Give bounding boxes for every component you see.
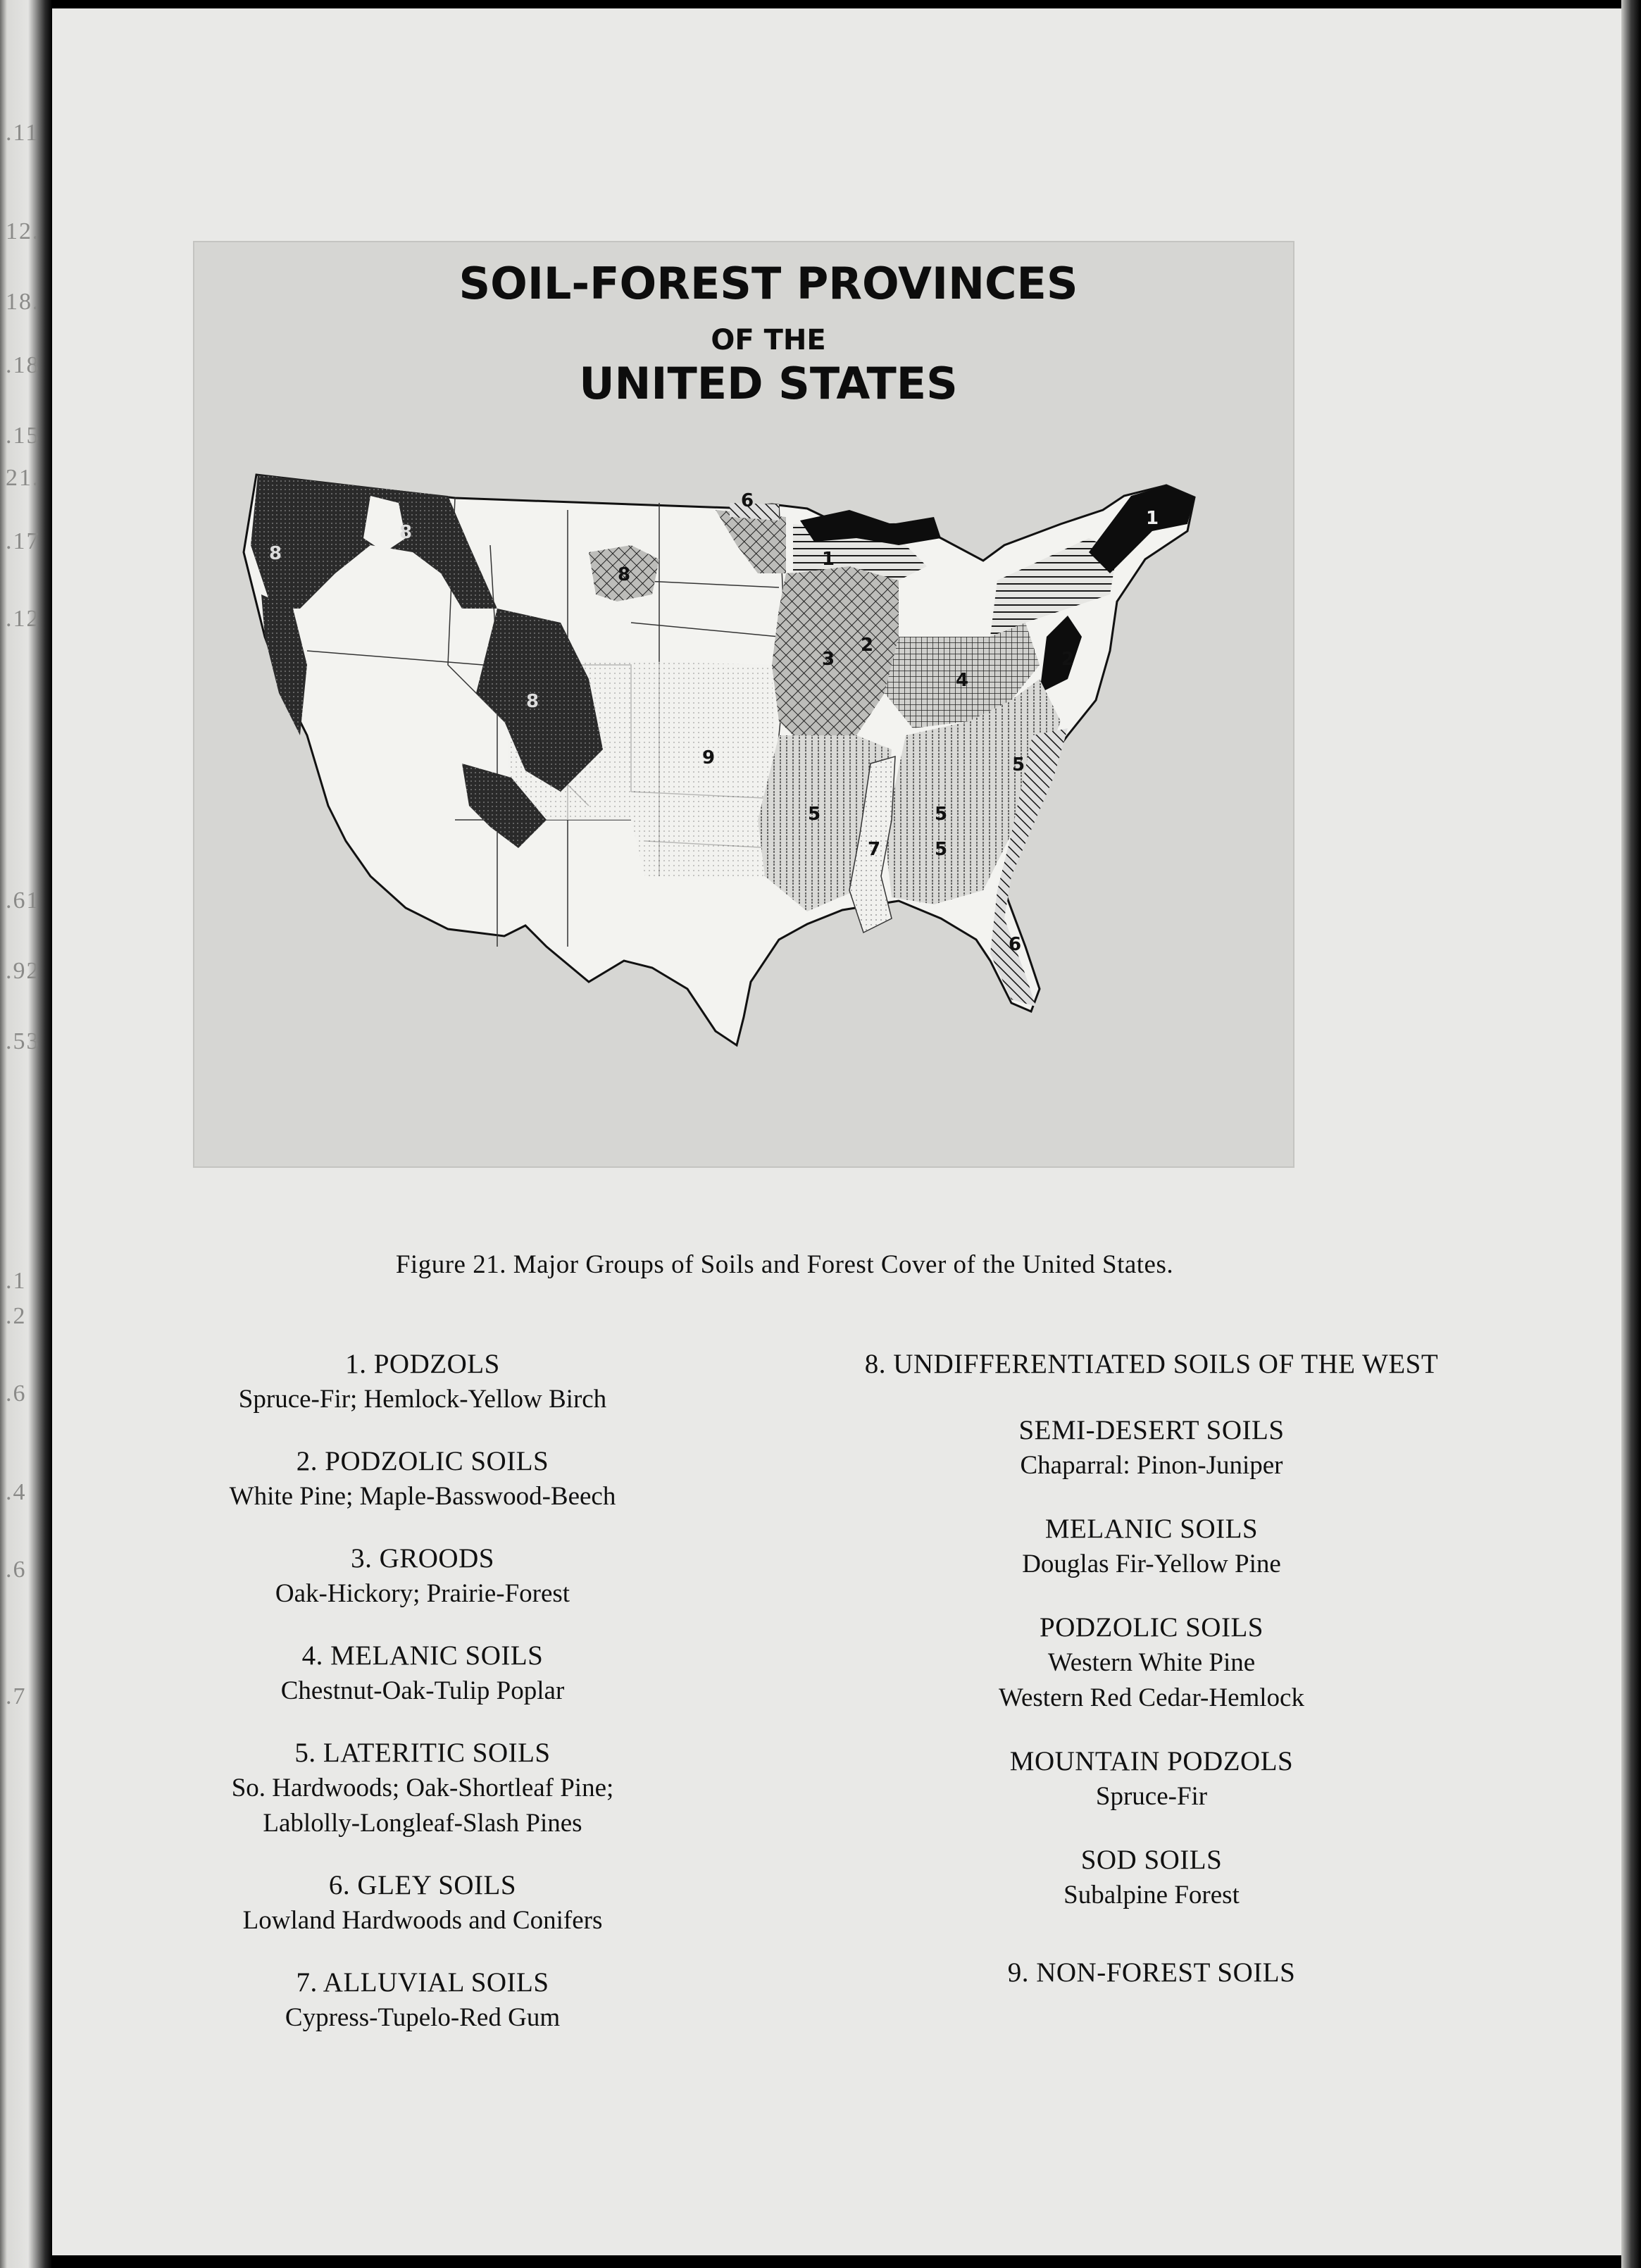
legend-subgroup	[740, 1843, 1564, 1913]
us-map-illustration	[194, 242, 1293, 1166]
region-label: 9	[701, 747, 716, 768]
margin-fragment: .17	[6, 528, 40, 554]
map-title-line-3: UNITED STATES	[579, 358, 958, 409]
margin-fragment: .92	[6, 958, 40, 984]
document-page	[52, 8, 1621, 2255]
region-label: 2	[1061, 649, 1075, 670]
region-label: 2	[860, 635, 874, 656]
legend-subgroup-heading: SEMI-DESERT SOILS	[1018, 1415, 1285, 1445]
soil-forest-map-figure	[193, 241, 1294, 1168]
map-title-line-1: SOIL-FOREST PROVINCES	[458, 258, 1078, 309]
legend-heading: 7. ALLUVIAL SOILS	[296, 1967, 549, 1998]
figure-caption: Figure 21. Major Groups of Soils and Forest Cover of the United States.	[395, 1250, 1174, 1279]
legend-forest-types: So. Hardwoods; Oak-Shortleaf Pine;	[231, 1774, 614, 1802]
region-label: 6	[740, 490, 754, 511]
legend-entry	[120, 1868, 725, 1938]
legend-subgroup-heading: SOD SOILS	[1080, 1845, 1223, 1875]
legend-forest-types: Oak-Hickory; Prairie-Forest	[275, 1579, 570, 1608]
margin-fragment: .53	[6, 1028, 40, 1054]
region-label: 5	[934, 804, 948, 825]
page-gutter	[0, 0, 52, 2268]
legend-subgroup-heading: MOUNTAIN PODZOLS	[1009, 1746, 1294, 1776]
legend-forest-types: Chaparral: Pinon-Juniper	[1020, 1451, 1283, 1480]
legend-forest-types: Western Red Cedar-Hemlock	[999, 1683, 1304, 1712]
legend-heading: 1. PODZOLS	[345, 1349, 500, 1379]
legend-forest-types: Chestnut-Oak-Tulip Poplar	[280, 1676, 565, 1705]
margin-fragment: .6	[6, 1557, 27, 1583]
legend-heading-8: 8. UNDIFFERENTIATED SOILS OF THE WEST	[864, 1349, 1439, 1379]
margin-fragment: .12	[6, 606, 40, 632]
legend-left-column	[120, 1347, 725, 2062]
region-label: 8	[617, 564, 631, 585]
legend-forest-types: Western White Pine	[1047, 1648, 1256, 1677]
region-label: 1	[1145, 508, 1159, 529]
legend-entry	[120, 1541, 725, 1612]
legend-subgroup	[740, 1610, 1564, 1716]
legend-entry	[120, 1965, 725, 2036]
region-label: 8	[399, 522, 413, 543]
margin-fragment: .2	[6, 1303, 27, 1329]
legend-heading-9: 9. NON-FOREST SOILS	[1007, 1957, 1296, 1988]
region-label: 1	[821, 549, 835, 570]
page-edge	[1621, 0, 1641, 2268]
region-label: 3	[821, 649, 835, 670]
margin-fragment: .61	[6, 887, 40, 914]
region-label: 5	[807, 804, 821, 825]
region-label: 8	[525, 691, 539, 712]
legend-forest-types: Lablolly-Longleaf-Slash Pines	[263, 1809, 582, 1838]
legend-right-column	[740, 1347, 1564, 1990]
legend-forest-types: White Pine; Maple-Basswood-Beech	[229, 1482, 616, 1511]
legend-forest-types: Spruce-Fir; Hemlock-Yellow Birch	[238, 1385, 607, 1414]
legend-heading: 5. LATERITIC SOILS	[294, 1738, 551, 1768]
region-label: 7	[867, 839, 881, 860]
region-label: 5	[934, 839, 948, 860]
legend-entry	[120, 1638, 725, 1709]
legend-heading: 3. GROODS	[351, 1543, 494, 1574]
legend-heading: 4. MELANIC SOILS	[301, 1640, 544, 1671]
margin-fragment: .15	[6, 423, 40, 449]
margin-fragment: .11	[6, 120, 39, 146]
legend-forest-types: Spruce-Fir	[1095, 1782, 1208, 1811]
region-label: 5	[1011, 754, 1025, 775]
legend-heading: 2. PODZOLIC SOILS	[296, 1446, 549, 1476]
legend-subgroup	[740, 1413, 1564, 1483]
legend-forest-types: Cypress-Tupelo-Red Gum	[285, 2003, 561, 2032]
legend-forest-types: Subalpine Forest	[1063, 1881, 1240, 1909]
legend-heading: 6. GLEY SOILS	[328, 1870, 517, 1900]
margin-fragment: .18	[6, 352, 40, 378]
legend-subgroup	[740, 1512, 1564, 1582]
margin-fragment: 12.	[6, 218, 40, 244]
margin-fragment: 18.	[6, 289, 40, 315]
legend-forest-types: Douglas Fir-Yellow Pine	[1022, 1550, 1281, 1578]
region-label: 8	[268, 543, 282, 564]
margin-fragment: 21.	[6, 465, 40, 491]
legend-entry	[120, 1347, 725, 1417]
region-label: 6	[1008, 934, 1022, 955]
legend-subgroup-heading: PODZOLIC SOILS	[1040, 1612, 1263, 1643]
legend-entry	[120, 1444, 725, 1514]
region-label: 4	[955, 670, 969, 691]
margin-fragment: .1	[6, 1268, 27, 1294]
margin-fragment: .4	[6, 1479, 27, 1505]
legend-forest-types: Lowland Hardwoods and Conifers	[242, 1906, 603, 1935]
legend-subgroup-heading: MELANIC SOILS	[1044, 1514, 1259, 1544]
map-title-line-2: OF THE	[711, 324, 826, 356]
legend-subgroup	[740, 1744, 1564, 1814]
margin-fragment: .6	[6, 1381, 27, 1407]
margin-fragment: .7	[6, 1683, 27, 1709]
legend-entry	[120, 1736, 725, 1841]
